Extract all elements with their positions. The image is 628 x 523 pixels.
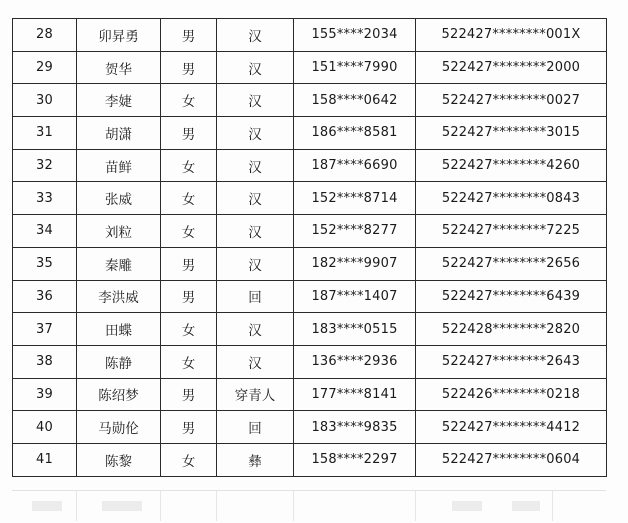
faded-divider [160, 491, 161, 521]
row-number: 34 [13, 215, 77, 248]
person-ethnicity: 汉 [217, 247, 294, 280]
person-phone: 183****0515 [294, 313, 416, 346]
person-ethnicity: 穿青人 [217, 378, 294, 411]
person-phone: 152****8277 [294, 215, 416, 248]
row-number: 35 [13, 247, 77, 280]
person-ethnicity: 汉 [217, 117, 294, 150]
person-gender: 男 [161, 247, 217, 280]
person-gender: 男 [161, 19, 217, 52]
person-id-number: 522426********0218 [416, 378, 607, 411]
row-number: 36 [13, 280, 77, 313]
person-name: 陈黎 [77, 443, 161, 476]
person-id-number: 522427********2643 [416, 345, 607, 378]
person-id-number: 522427********3015 [416, 117, 607, 150]
faded-mark [102, 501, 142, 511]
person-name: 陈绍梦 [77, 378, 161, 411]
person-phone: 152****8714 [294, 182, 416, 215]
person-id-number: 522427********2656 [416, 247, 607, 280]
person-name: 田蝶 [77, 313, 161, 346]
person-gender: 女 [161, 182, 217, 215]
person-gender: 女 [161, 313, 217, 346]
table-row [13, 280, 607, 313]
person-id-number: 522427********001X [416, 19, 607, 52]
table-row [13, 84, 607, 117]
person-name: 马勋伦 [77, 411, 161, 444]
person-ethnicity: 汉 [217, 51, 294, 84]
row-number: 28 [13, 19, 77, 52]
person-ethnicity: 汉 [217, 149, 294, 182]
person-gender: 女 [161, 149, 217, 182]
faded-divider [415, 491, 416, 521]
bleed-through-table [12, 490, 606, 521]
person-id-number: 522427********4260 [416, 149, 607, 182]
person-name: 卯昇勇 [77, 19, 161, 52]
person-name: 李洪威 [77, 280, 161, 313]
person-ethnicity: 回 [217, 411, 294, 444]
table-row [13, 345, 607, 378]
person-gender: 男 [161, 411, 217, 444]
person-id-number: 522427********4412 [416, 411, 607, 444]
row-number: 38 [13, 345, 77, 378]
person-ethnicity: 汉 [217, 215, 294, 248]
person-gender: 女 [161, 443, 217, 476]
person-phone: 187****1407 [294, 280, 416, 313]
person-gender: 女 [161, 215, 217, 248]
person-name: 贺华 [77, 51, 161, 84]
person-phone: 136****2936 [294, 345, 416, 378]
row-number: 32 [13, 149, 77, 182]
person-phone: 151****7990 [294, 51, 416, 84]
person-ethnicity: 汉 [217, 313, 294, 346]
row-number: 29 [13, 51, 77, 84]
row-number: 31 [13, 117, 77, 150]
person-id-number: 522427********0027 [416, 84, 607, 117]
person-name: 秦雕 [77, 247, 161, 280]
person-id-number: 522427********6439 [416, 280, 607, 313]
row-number: 30 [13, 84, 77, 117]
person-name: 李婕 [77, 84, 161, 117]
roster-table [12, 18, 607, 477]
person-ethnicity: 彝 [217, 443, 294, 476]
faded-divider [293, 491, 294, 521]
person-id-number: 522427********0843 [416, 182, 607, 215]
row-number: 41 [13, 443, 77, 476]
person-phone: 158****0642 [294, 84, 416, 117]
roster-body [13, 19, 607, 477]
person-id-number: 522427********7225 [416, 215, 607, 248]
person-id-number: 522427********0604 [416, 443, 607, 476]
faded-mark [32, 501, 62, 511]
person-gender: 男 [161, 117, 217, 150]
table-row [13, 378, 607, 411]
person-gender: 男 [161, 280, 217, 313]
row-number: 39 [13, 378, 77, 411]
table-row [13, 313, 607, 346]
faded-divider [76, 491, 77, 521]
person-phone: 187****6690 [294, 149, 416, 182]
person-name: 张威 [77, 182, 161, 215]
faded-divider [216, 491, 217, 521]
person-name: 刘粒 [77, 215, 161, 248]
person-ethnicity: 汉 [217, 182, 294, 215]
table-row [13, 149, 607, 182]
person-name: 胡潇 [77, 117, 161, 150]
faded-mark [512, 501, 540, 511]
person-phone: 186****8581 [294, 117, 416, 150]
person-name: 陈静 [77, 345, 161, 378]
person-phone: 155****2034 [294, 19, 416, 52]
person-id-number: 522427********2000 [416, 51, 607, 84]
person-name: 苗鲜 [77, 149, 161, 182]
table-row [13, 19, 607, 52]
table-row [13, 182, 607, 215]
table-row [13, 51, 607, 84]
table-row [13, 117, 607, 150]
person-ethnicity: 汉 [217, 19, 294, 52]
person-ethnicity: 汉 [217, 345, 294, 378]
person-gender: 男 [161, 51, 217, 84]
table-row [13, 247, 607, 280]
person-phone: 177****8141 [294, 378, 416, 411]
table-row [13, 215, 607, 248]
person-id-number: 522428********2820 [416, 313, 607, 346]
table-row [13, 411, 607, 444]
person-gender: 男 [161, 378, 217, 411]
row-number: 33 [13, 182, 77, 215]
person-gender: 女 [161, 84, 217, 117]
person-phone: 182****9907 [294, 247, 416, 280]
person-phone: 183****9835 [294, 411, 416, 444]
faded-mark [452, 501, 482, 511]
table-row [13, 443, 607, 476]
row-number: 40 [13, 411, 77, 444]
row-number: 37 [13, 313, 77, 346]
person-gender: 女 [161, 345, 217, 378]
person-phone: 158****2297 [294, 443, 416, 476]
faded-divider [552, 491, 553, 521]
person-ethnicity: 回 [217, 280, 294, 313]
person-ethnicity: 汉 [217, 84, 294, 117]
